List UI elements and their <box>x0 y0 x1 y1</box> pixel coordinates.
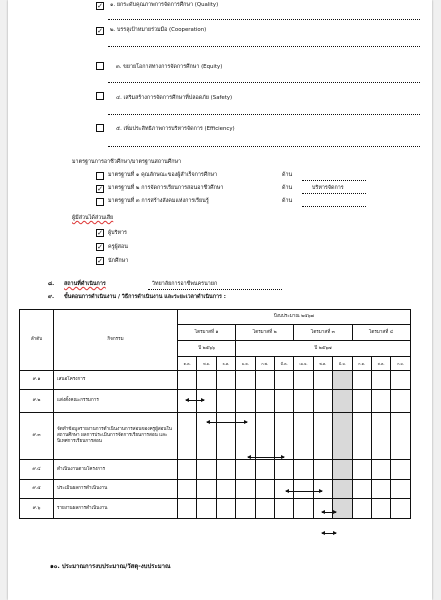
checkbox-objective-1[interactable]: ✓ <box>97 2 103 10</box>
arrowhead-right-icon <box>244 420 248 424</box>
month-cell <box>391 371 410 390</box>
separator-dots <box>108 46 420 47</box>
month-cell <box>274 499 293 519</box>
timeline-arrow <box>186 400 204 401</box>
timeline-arrow <box>322 512 336 513</box>
arrowhead-right-icon <box>281 455 285 459</box>
timeline-arrow <box>248 457 284 458</box>
month-cell <box>255 390 274 413</box>
section-8-number: ๘. <box>48 281 55 287</box>
month-header: ส.ค. <box>371 357 390 371</box>
month-cell <box>197 480 216 499</box>
row-number: ๙.๕ <box>20 480 54 499</box>
month-cell <box>294 371 313 390</box>
checkbox-standard-2[interactable]: ✓ <box>97 185 103 193</box>
month-header: ก.ค. <box>352 357 371 371</box>
header-quarter-2: ไตรมาสที่ ๒ <box>236 325 294 341</box>
month-cell <box>294 413 313 460</box>
standard-fill-line-3 <box>302 206 366 207</box>
month-cell <box>333 413 352 460</box>
month-cell <box>333 460 352 480</box>
month-cell <box>371 480 390 499</box>
arrowhead-left-icon <box>285 489 289 493</box>
month-header: ต.ค. <box>178 357 197 371</box>
standard-suffix-3: ด้าน <box>282 198 293 204</box>
standard-fill-value-2: บริหารจัดการ <box>312 185 344 191</box>
timeline-arrow <box>322 533 336 534</box>
month-cell <box>371 413 390 460</box>
month-cell <box>313 390 332 413</box>
timeline-arrow <box>207 422 247 423</box>
month-cell <box>216 460 235 480</box>
objective-label-5: ๕. เพิ่มประสิทธิภาพการบริหารจัดการ (Efficiency) <box>116 126 235 132</box>
row-number: ๙.๑ <box>20 371 54 390</box>
objective-label-2: ๒. บรรลุเป้าหมายร่วมมือ (Cooperation) <box>110 27 207 33</box>
table-row <box>20 480 411 499</box>
header-quarter-1: ไตรมาสที่ ๑ <box>178 325 236 341</box>
month-cell <box>333 480 352 499</box>
month-cell <box>274 371 293 390</box>
table-row <box>20 413 411 460</box>
month-cell <box>352 480 371 499</box>
header-quarter-3: ไตรมาสที่ ๓ <box>294 325 352 341</box>
checkbox-objective-5[interactable] <box>96 124 104 132</box>
month-header: ม.ค. <box>236 357 255 371</box>
month-cell <box>216 371 235 390</box>
checkbox-objective-2[interactable]: ✓ <box>97 27 103 35</box>
checkbox-objective-3[interactable] <box>96 62 104 70</box>
month-cell <box>391 480 410 499</box>
month-cell <box>391 460 410 480</box>
objective-label-4: ๔. เสริมสร้างการจัดการศึกษาที่ปลอดภัย (Safety) <box>116 95 233 101</box>
month-cell <box>294 390 313 413</box>
standards-heading: มาตรฐานการอาชีวศึกษา/มาตรฐานสถานศึกษา <box>72 159 182 165</box>
month-cell <box>313 499 332 519</box>
objective-label-1: ๑. ยกระดับคุณภาพการจัดการศึกษา (Quality) <box>110 2 219 8</box>
month-cell <box>352 390 371 413</box>
month-cell <box>178 371 197 390</box>
standard-label-3: มาตรฐานที่ ๓ การสร้างสังคมแห่งการเรียนรู้ <box>108 198 209 204</box>
stakeholders-heading: ผู้มีส่วนได้ส่วนเสีย <box>72 215 114 221</box>
month-cell <box>294 460 313 480</box>
month-header: ก.ย. <box>391 357 410 371</box>
month-cell <box>236 390 255 413</box>
standard-label-2: มาตรฐานที่ ๒ การจัดการเรียนการสอนอาชีวศึกษา <box>108 185 224 191</box>
separator-dots <box>108 146 420 147</box>
month-cell <box>178 460 197 480</box>
arrowhead-right-icon <box>201 398 205 402</box>
month-cell <box>178 480 197 499</box>
header-activity: กิจกรรม <box>54 310 178 371</box>
month-cell <box>371 460 390 480</box>
standard-label-1: มาตรฐานที่ ๑ คุณลักษณะของผู้สำเร็จการศึกษา <box>108 172 218 178</box>
timeline-arrow <box>286 491 322 492</box>
separator-dots <box>108 82 420 83</box>
row-activity: เสนอโครงการ <box>54 371 178 390</box>
month-header: มี.ค. <box>274 357 293 371</box>
month-cell <box>236 371 255 390</box>
table-row <box>20 460 411 480</box>
month-cell <box>371 390 390 413</box>
month-cell <box>216 390 235 413</box>
month-cell <box>274 390 293 413</box>
month-cell <box>255 413 274 460</box>
checkbox-stakeholder-2[interactable]: ✓ <box>97 243 103 251</box>
arrowhead-left-icon <box>321 510 325 514</box>
operation-plan-table <box>19 309 411 519</box>
month-cell <box>333 499 352 519</box>
month-cell <box>371 371 390 390</box>
month-header: ธ.ค. <box>216 357 235 371</box>
checkbox-standard-1[interactable] <box>96 172 104 180</box>
stakeholder-label-2: ครูผู้สอน <box>108 244 128 250</box>
arrowhead-right-icon <box>333 510 337 514</box>
month-cell <box>216 499 235 519</box>
standard-suffix-1: ด้าน <box>282 172 293 178</box>
row-activity: จัดทำข้อมูลรายงานการดำเนินงานการสอนของครูผู้สอนในสถานศึกษา ผลการประเมินการจัดการเรียนการสอน และนิเทศการเรียนการสอน <box>54 413 178 460</box>
section-8-value: วิทยาลัยการอาชีพนครนายก <box>152 281 218 287</box>
month-cell <box>197 499 216 519</box>
stakeholder-label-3: นักศึกษา <box>108 258 129 264</box>
header-year-2567: ปี ๒๕๖๗ <box>236 341 411 357</box>
row-activity: แต่งตั้งคณะกรรมการ <box>54 390 178 413</box>
month-header: พ.ค. <box>313 357 332 371</box>
month-cell <box>255 460 274 480</box>
arrowhead-left-icon <box>247 455 251 459</box>
month-cell <box>216 480 235 499</box>
separator-dots <box>108 19 420 20</box>
section-10-label: ๑๐. ประมาณการงบประมาณ/วัสดุ-งบประมาณ <box>50 563 171 570</box>
arrowhead-right-icon <box>333 531 337 535</box>
arrowhead-left-icon <box>206 420 210 424</box>
month-cell <box>197 460 216 480</box>
row-activity: รายงานผลการดำเนินงาน <box>54 499 178 519</box>
month-cell <box>352 371 371 390</box>
row-activity: ดำเนินงานตามโครงการ <box>54 460 178 480</box>
month-header: พ.ย. <box>197 357 216 371</box>
row-number: ๙.๖ <box>20 499 54 519</box>
month-cell <box>313 460 332 480</box>
month-cell <box>255 371 274 390</box>
header-budget-year: ปีงบประมาณ ๒๕๖๗ <box>178 310 411 325</box>
table-row <box>20 390 411 413</box>
row-number: ๙.๔ <box>20 460 54 480</box>
section-9-number: ๙. <box>48 294 54 300</box>
section-8-underline <box>148 289 282 290</box>
stakeholder-label-1: ผู้บริหาร <box>108 230 127 236</box>
month-cell <box>352 413 371 460</box>
month-cell <box>294 480 313 499</box>
checkbox-stakeholder-1[interactable]: ✓ <box>97 229 103 237</box>
table-row <box>20 499 411 519</box>
section-9-label: ขั้นตอนการดำเนินงาน / วิธีการดำเนินงาน และระยะเวลาดำเนินการ : <box>64 294 226 300</box>
objective-label-3: ๓. ขยายโอกาสทางการจัดการศึกษา (Equity) <box>116 64 223 70</box>
month-cell <box>236 480 255 499</box>
checkbox-standard-3[interactable] <box>96 198 104 206</box>
arrowhead-right-icon <box>319 489 323 493</box>
month-cell <box>313 413 332 460</box>
arrowhead-left-icon <box>185 398 189 402</box>
month-cell <box>236 460 255 480</box>
row-number: ๙.๓ <box>20 413 54 460</box>
month-cell <box>274 460 293 480</box>
month-header: ก.พ. <box>255 357 274 371</box>
section-8-label: สถานที่ดำเนินการ <box>64 281 106 287</box>
header-quarter-4: ไตรมาสที่ ๔ <box>352 325 410 341</box>
table-row <box>20 371 411 390</box>
month-cell <box>255 480 274 499</box>
month-cell <box>197 390 216 413</box>
month-cell <box>391 499 410 519</box>
month-cell <box>371 499 390 519</box>
month-cell <box>352 460 371 480</box>
month-cell <box>352 499 371 519</box>
checkbox-objective-4[interactable] <box>96 92 104 100</box>
month-cell <box>236 499 255 519</box>
month-cell <box>255 499 274 519</box>
month-cell <box>391 413 410 460</box>
month-header: เม.ย. <box>294 357 313 371</box>
separator-dots <box>108 114 420 115</box>
month-cell <box>178 499 197 519</box>
standard-fill-line-2 <box>302 193 366 194</box>
standard-suffix-2: ด้าน <box>282 185 293 191</box>
month-cell <box>313 371 332 390</box>
month-header: มิ.ย. <box>333 357 352 371</box>
month-cell <box>294 499 313 519</box>
month-cell <box>333 390 352 413</box>
standard-fill-line-1 <box>302 180 366 181</box>
month-cell <box>391 390 410 413</box>
header-no: ลำดับ <box>20 310 54 371</box>
month-cell <box>178 413 197 460</box>
row-number: ๙.๒ <box>20 390 54 413</box>
month-cell <box>197 371 216 390</box>
checkbox-stakeholder-3[interactable]: ✓ <box>97 257 103 265</box>
row-activity: ประเมินผลการดำเนินงาน <box>54 480 178 499</box>
month-cell <box>216 413 235 460</box>
month-cell <box>333 371 352 390</box>
month-cell <box>274 413 293 460</box>
arrowhead-left-icon <box>321 531 325 535</box>
header-year-2566: ปี ๒๕๖๖ <box>178 341 236 357</box>
